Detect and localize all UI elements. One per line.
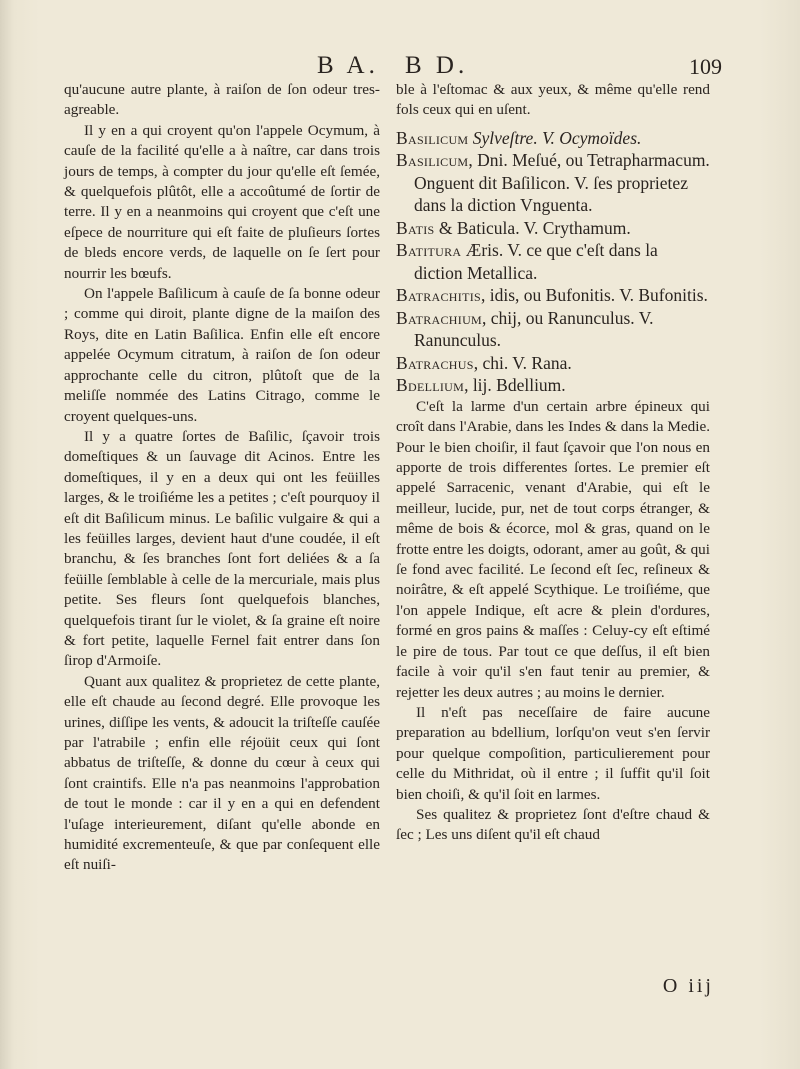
left-column bbox=[64, 80, 380, 876]
entry-headword: Bdellium bbox=[396, 375, 465, 396]
paragraph: Ses qualitez & proprietez ſont d'eſtre chaud & ſec ; Les uns diſent qu'il eſt chaud bbox=[396, 805, 710, 844]
entry-headword: Batis bbox=[396, 217, 435, 238]
page-number: 109 bbox=[689, 54, 722, 79]
right-column bbox=[396, 80, 710, 846]
dictionary-entry bbox=[396, 149, 710, 217]
entry-text: , chi. V. Rana. bbox=[473, 352, 572, 373]
dictionary-entry bbox=[396, 127, 710, 150]
entry-text: , Dni. Meſué, ou Tetrapharmacum. Onguent dit Baſilicon. V. ſes proprietez dans la diction Vnguenta. bbox=[414, 150, 710, 216]
dictionary-entry bbox=[396, 352, 710, 375]
dictionary-entry bbox=[396, 239, 710, 284]
entry-headword: Basilicum bbox=[396, 150, 469, 171]
running-header bbox=[60, 52, 722, 82]
entry-text: Sylveſtre. V. Ocymoïdes. bbox=[472, 127, 642, 148]
dictionary-entry bbox=[396, 217, 710, 240]
paragraph: Il y en a qui croyent qu'on l'appele Ocymum, à cauſe de la facilité qu'elle a à naître, car dans trois jours de temps, à compter du jour qu'elle eſt ſemée, & quelquefois plûtôt, elle a accoûtumé de ſortir de terre. Il y en a neanmoins qui croyent que c'eſt une eſpece de nourriture qui eſt faite de pluſieurs ſortes de bleds encore verds, de laquelle on ſe ſert pour nourrir les bœufs. bbox=[64, 121, 380, 282]
signature-mark: O iij bbox=[662, 975, 714, 997]
paragraph: qu'aucune autre plante, à raiſon de ſon odeur tres-agreable. bbox=[64, 81, 380, 119]
entry-text: , chij, ou Ranunculus. V. Ranunculus. bbox=[414, 307, 654, 351]
entry-headword: Batitura bbox=[396, 240, 462, 261]
entry-text: Æris. V. ce que c'eſt dans la diction Metallica. bbox=[414, 240, 658, 283]
entry-headword: Batrachium bbox=[396, 307, 483, 328]
paragraph: On l'appele Baſilicum à cauſe de ſa bonne odeur ; comme qui diroit, plante digne de la maiſon des Roys, dite en Latin Baſilica. Enfin elle eſt encore appelée Ocymum citratum, à raiſon de ſon odeur approchante celle du citron, plûtoſt que de la meliſſe nommée des Latins Citrago, comme le croyent quelques-uns. bbox=[64, 285, 380, 425]
paragraph: Quant aux qualitez & proprietez de cette plante, elle eſt chaude au ſecond degré. Elle provoque les urines, diſſipe les vents, & adoucit la triſteſſe cauſée par l'atrabile ; enfin elle réjoüit ceux qui ſont abbatus de triſteſſe, & donne du cœur à ceux qui ſont craintifs. Elle n'a pas neanmoins l'approbation de tout le monde : car il y en a qui en defendent l'uſage interieurement, diſant qu'elle abonde en humidité excrementeuſe, & que par conſequent elle eſt nuiſi- bbox=[64, 672, 380, 874]
header-left-letters: B A. bbox=[317, 52, 379, 79]
entry-text: & Baticula. V. Crythamum. bbox=[438, 217, 631, 238]
paragraph: C'eſt la larme d'un certain arbre épineux qui croît dans l'Arabie, dans les Indes & dans la Medie. Pour le bien choiſir, il faut ſçavoir que l'on nous en apporte de trois differentes ſortes. Le premier eſt appelé Sarracenic, venant d'Arabie, qui eſt le meilleur, lucide, pur, net de tout corps étranger, & même de bois & écorce, mol & gras, quand on le frotte entre les doigts, odorant, amer au goût, & qui ſe fond avec facilité. Le ſecond eſt ſec, reſineux & noirâtre, & eſt appelé Scythique. Le troiſiéme, que l'on appele Indique, eſt acre & plein d'ordures, formé en gros pains & maſſes : Celuy-cy eſt eſtimé le pire de tous. Par tout ce que deſſus, il eſt bien facile à voir qu'il s'en faut tenir au premier, & rejetter les deux autres ; au moins le dernier. bbox=[396, 397, 710, 701]
paragraph: Il n'eſt pas neceſſaire de faire aucune preparation au bdellium, lorſqu'on veut s'en ſervir pour quelque compoſition, particulierement pour celle du Mithridat, où il entre ; il ſuffit qu'il ſoit bien choiſi, & qu'il ſoit en larmes. bbox=[396, 703, 710, 803]
dictionary-entry bbox=[396, 284, 710, 307]
dictionary-entry bbox=[396, 307, 710, 352]
entry-headword: Batrachus bbox=[396, 352, 474, 373]
paragraph: ble à l'eſtomac & aux yeux, & même qu'elle rend fols ceux qui en uſent. bbox=[396, 81, 710, 119]
entry-text: , idis, ou Bufonitis. V. Bufonitis. bbox=[480, 285, 708, 306]
entry-headword: Batrachitis bbox=[396, 285, 481, 306]
paragraph: Il y a quatre ſortes de Baſilic, ſçavoir trois domeſtiques & un ſauvage dit Acinos. Entre les domeſtiques, il y en a deux qui ont les feüilles larges, & le troiſiéme les a petites ; c'eſt pourquoy il eſt dit Baſilicum minus. Le baſilic vulgaire & qui a les feüilles larges, devient haut d'une coudée, il eſt branchu, & ſes branches ſont fort deliées & a ſa feüille ſemblable à celle de la mercuriale, mais plus petite. Ses fleurs ſont quelquefois blanches, quelquefois tirant ſur le violet, & ſa graine eſt noire & fort petite, laquelle Fernel fait entrer dans ſon ſirop d'Armoiſe. bbox=[64, 427, 380, 670]
dictionary-entry bbox=[396, 374, 710, 397]
header-right-letters: B D. bbox=[405, 52, 469, 79]
entry-text: , lij. Bdellium. bbox=[464, 375, 566, 396]
entry-headword: Basilicum bbox=[396, 127, 469, 148]
